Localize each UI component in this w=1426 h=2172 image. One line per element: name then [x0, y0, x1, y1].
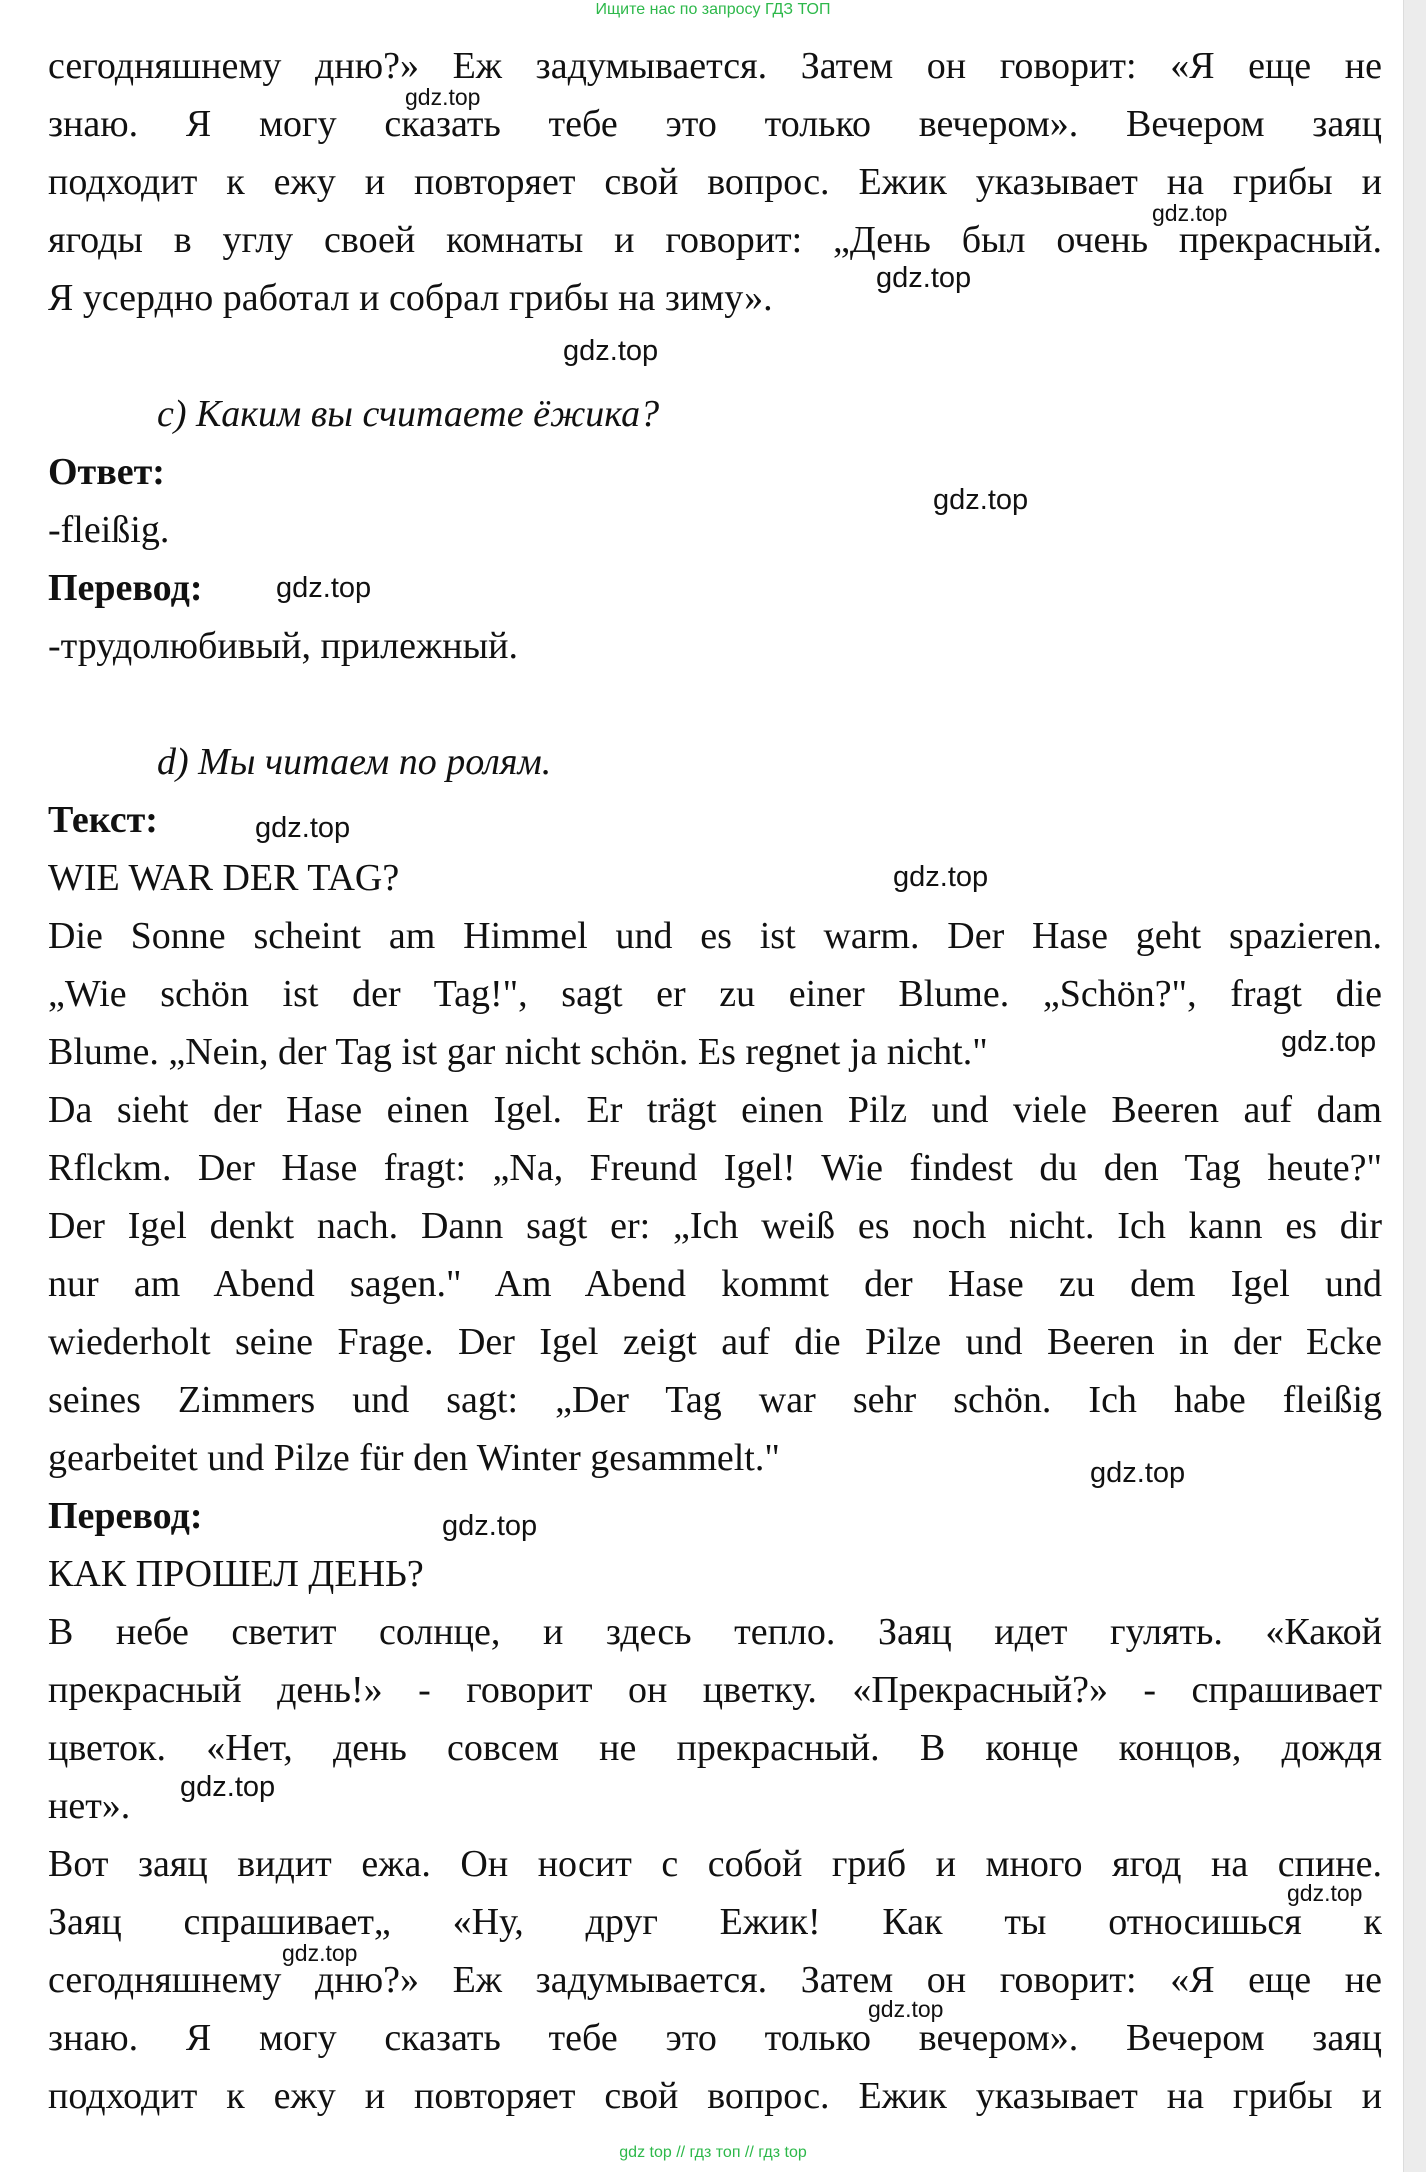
text-line: Die Sonne scheint am Himmel und es ist warm. Der Hase geht spazieren. [48, 915, 1382, 957]
watermark: gdz.top [255, 812, 351, 844]
vertical-scrollbar[interactable] [1403, 0, 1426, 2172]
watermark: gdz.top [276, 572, 372, 604]
text-line: В небе светит солнце, и здесь тепло. Заяц идет гулять. «Какой [48, 1611, 1382, 1653]
translation-text: -трудолюбивый, прилежный. [48, 625, 518, 667]
exercise-c-heading: с) Каким вы считаете ёжика? [157, 393, 660, 435]
watermark: gdz.top [1090, 1457, 1186, 1489]
text-line: сегодняшнему дню?» Еж задумывается. Затем он говорит: «Я еще не [48, 45, 1382, 87]
watermark: gdz.top [1287, 1880, 1363, 1906]
watermark: gdz.top [442, 1510, 538, 1542]
text-line: Blume. „Nein, der Tag ist gar nicht schön. Es regnet ja nicht." [48, 1031, 988, 1073]
text-line: подходит к ежу и повторяет свой вопрос. Ежик указывает на грибы и [48, 2075, 1382, 2117]
watermark: gdz.top [893, 861, 989, 893]
watermark: gdz.top [933, 484, 1029, 516]
watermark: gdz.top [876, 262, 972, 294]
text-line: Я усердно работал и собрал грибы на зиму». [48, 277, 773, 319]
text-line: Заяц спрашивает„ «Ну, друг Ежик! Как ты относишься к [48, 1901, 1382, 1943]
text-line: знаю. Я могу сказать тебе это только вечером». Вечером заяц [48, 103, 1382, 145]
footer-links[interactable]: gdz top // гдз топ // гдз top [619, 2144, 807, 2161]
text-line: gearbeitet und Pilze für den Winter gesammelt." [48, 1437, 780, 1479]
watermark: gdz.top [1152, 200, 1228, 226]
translation-label: Перевод: [48, 1495, 203, 1537]
text-line: сегодняшнему дню?» Еж задумывается. Затем он говорит: «Я еще не [48, 1959, 1382, 2001]
text-line: „Wie schön ist der Tag!", sagt er zu einer Blume. „Schön?", fragt die [48, 973, 1382, 1015]
answer-text: -fleißig. [48, 509, 170, 551]
translation-label: Перевод: [48, 567, 203, 609]
text-line: ягоды в углу своей комнаты и говорит: „День был очень прекрасный. [48, 219, 1382, 261]
text-line: Der Igel denkt nach. Dann sagt er: „Ich weiß es noch nicht. Ich kann es dir [48, 1205, 1382, 1247]
text-line: подходит к ежу и повторяет свой вопрос. Ежик указывает на грибы и [48, 161, 1382, 203]
watermark: gdz.top [868, 1996, 944, 2022]
answer-label: Ответ: [48, 451, 165, 493]
text-line: прекрасный день!» - говорит он цветку. «Прекрасный?» - спрашивает [48, 1669, 1382, 1711]
text-label: Текст: [48, 799, 158, 841]
watermark: gdz.top [180, 1771, 276, 1803]
german-title: WIE WAR DER TAG? [48, 857, 400, 899]
watermark: gdz.top [1281, 1026, 1377, 1058]
top-banner[interactable]: Ищите нас по запросу ГДЗ ТОП [595, 1, 831, 18]
watermark: gdz.top [405, 84, 481, 110]
text-line: Rflckm. Der Hase fragt: „Na, Freund Igel! Wie findest du den Tag heute?" [48, 1147, 1382, 1189]
text-line: wiederholt seine Frage. Der Igel zeigt auf die Pilze und Beeren in der Ecke [48, 1321, 1382, 1363]
text-line: Da sieht der Hase einen Igel. Er trägt einen Pilz und viele Beeren auf dam [48, 1089, 1382, 1131]
text-line: nur am Abend sagen." Am Abend kommt der Hase zu dem Igel und [48, 1263, 1382, 1305]
text-line: Вот заяц видит ежа. Он носит с собой гриб и много ягод на спине. [48, 1843, 1382, 1885]
text-line: seines Zimmers und sagt: „Der Tag war sehr schön. Ich habe fleißig [48, 1379, 1382, 1421]
watermark: gdz.top [563, 335, 659, 367]
russian-title: КАК ПРОШЕЛ ДЕНЬ? [48, 1553, 424, 1595]
exercise-d-heading: d) Мы читаем по ролям. [157, 741, 552, 783]
text-line: знаю. Я могу сказать тебе это только вечером». Вечером заяц [48, 2017, 1382, 2059]
watermark: gdz.top [282, 1940, 358, 1966]
text-line: цветок. «Нет, день совсем не прекрасный. В конце концов, дождя [48, 1727, 1382, 1769]
text-line: нет». [48, 1785, 131, 1827]
